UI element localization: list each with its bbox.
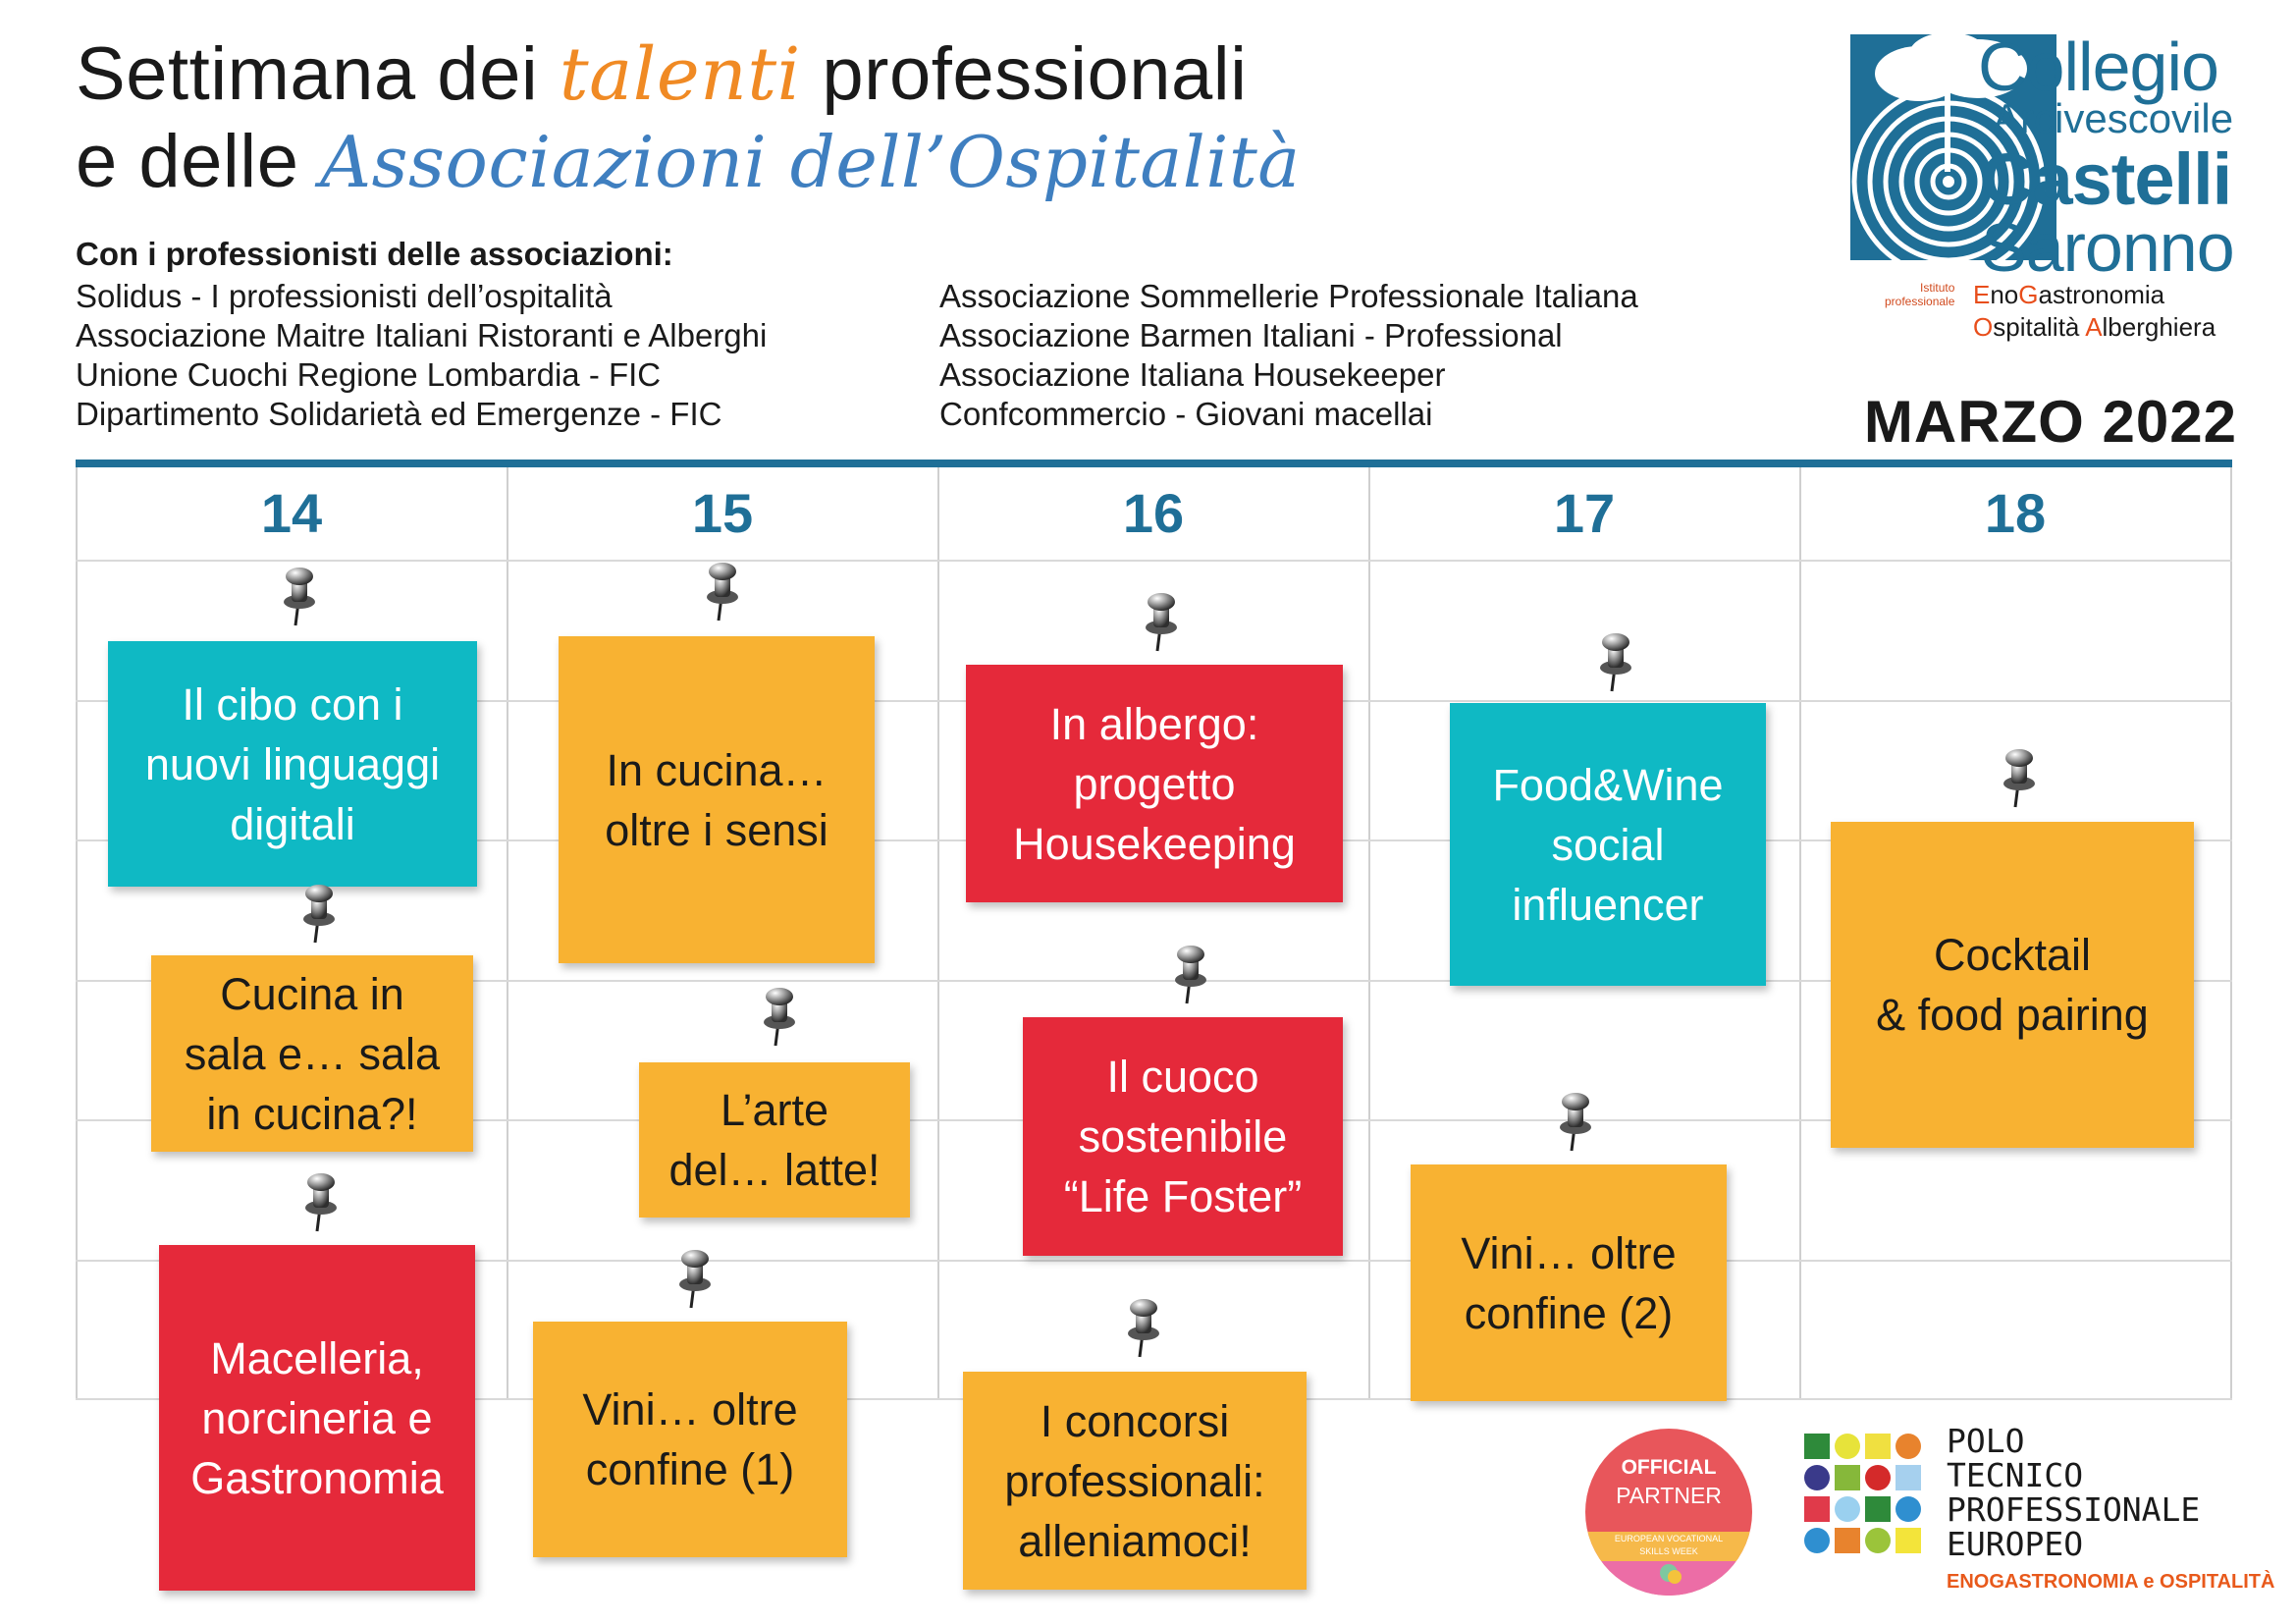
logo-indirizzi: EnoGastronomia Ospitalità Alberghiera [1973, 280, 2216, 342]
associations-right-list [939, 277, 1638, 434]
association-item: Confcommercio - Giovani macellai [939, 396, 1433, 432]
note-cucina-in-sala[interactable]: Cucina in sala e… sala in cucina?! [151, 955, 473, 1152]
polo-square-icon [1865, 1434, 1891, 1459]
polo-circle-icon [1896, 1434, 1921, 1459]
polo-circle-icon [1835, 1496, 1860, 1522]
pushpin-icon [701, 558, 744, 623]
pushpin-icon [1140, 588, 1183, 653]
logo-castelli: Castelli [1981, 138, 2232, 220]
polo-title: POLO TECNICO PROFESSIONALE EUROPEO [1947, 1422, 2201, 1563]
grid-line [76, 560, 2232, 562]
polo-circle-icon [1865, 1465, 1891, 1490]
association-item: Solidus - I professionisti dell’ospitalità [76, 278, 613, 314]
note-concorsi-professionali[interactable]: I concorsi professionali: alleniamoci! [963, 1372, 1307, 1590]
association-item: Dipartimento Solidarietà ed Emergenze - FIC [76, 396, 722, 432]
badge-event: EUROPEAN VOCATIONAL SKILLS WEEK [1614, 1534, 1724, 1556]
title-script-talenti: talenti [559, 32, 801, 117]
polo-square-icon [1896, 1528, 1921, 1553]
polo-square-icon [1804, 1434, 1830, 1459]
polo-subtitle: ENOGASTRONOMIA e OSPITALITÀ [1947, 1571, 2275, 1593]
associations-left-list [76, 277, 767, 434]
day-15: 15 [691, 482, 754, 544]
logo-saronno: Saronno [1981, 209, 2234, 286]
pushpin-icon [1169, 941, 1212, 1005]
polo-circle-icon [1835, 1434, 1860, 1459]
pushpin-icon [299, 1168, 343, 1233]
logo-collegio: Collegio [1978, 28, 2218, 105]
polo-circle-icon [1865, 1528, 1891, 1553]
day-17: 17 [1553, 482, 1616, 544]
polo-square-icon [1835, 1528, 1860, 1553]
pushpin-icon [1554, 1088, 1597, 1153]
note-cucina-oltre-sensi[interactable]: In cucina… oltre i sensi [559, 636, 875, 963]
title-line-1 [76, 32, 1248, 117]
association-item: Associazione Sommellerie Professionale Italiana [939, 278, 1638, 314]
title-text: Settimana dei [76, 32, 539, 116]
association-item: Associazione Maitre Italiani Ristoranti e Alberghi [76, 317, 768, 353]
title-script-associazioni: Associazioni dell’Ospitalità [320, 121, 1301, 203]
month-title: MARZO 2022 [1863, 389, 2237, 455]
pushpin-icon [1122, 1294, 1165, 1359]
associations-heading: Con i professionisti delle associazioni: [76, 236, 673, 272]
note-vini-oltre-confine-1[interactable]: Vini… oltre confine (1) [533, 1322, 847, 1557]
polo-square-icon [1896, 1465, 1921, 1490]
day-14: 14 [260, 482, 323, 544]
calendar-top-rule [76, 460, 2232, 467]
polo-square-icon [1835, 1465, 1860, 1490]
pushpin-icon [1594, 628, 1637, 693]
note-cibo-linguaggi-digitali[interactable]: Il cibo con i nuovi linguaggi digitali [108, 641, 477, 887]
association-item: Associazione Barmen Italiani - Professional [939, 317, 1563, 353]
note-food-wine-influencer[interactable]: Food&Wine social influencer [1450, 703, 1766, 986]
polo-circle-icon [1804, 1528, 1830, 1553]
polo-square-icon [1804, 1496, 1830, 1522]
title-text: e delle [76, 120, 299, 203]
pushpin-icon [758, 983, 801, 1048]
badge-partner: PARTNER [1616, 1483, 1722, 1508]
title-text: professionali [822, 32, 1248, 116]
pushpin-icon [1998, 744, 2041, 809]
official-partner-badge [1585, 1429, 1752, 1596]
note-cuoco-sostenibile[interactable]: Il cuoco sostenibile “Life Foster” [1023, 1017, 1343, 1256]
title-line-2 [76, 120, 1301, 203]
polo-square-icon [1865, 1496, 1891, 1522]
badge-bottom [1585, 1561, 1752, 1596]
logo-istituto: Istituto professionale [1885, 281, 1955, 308]
association-item: Associazione Italiana Housekeeper [939, 356, 1446, 393]
note-arte-latte[interactable]: L’arte del… latte! [639, 1062, 910, 1218]
note-cocktail-food-pairing[interactable]: Cocktail & food pairing [1831, 822, 2194, 1148]
association-item: Unione Cuochi Regione Lombardia - FIC [76, 356, 662, 393]
note-albergo-housekeeping[interactable]: In albergo: progetto Housekeeping [966, 665, 1343, 902]
polo-circle-icon [1804, 1465, 1830, 1490]
note-macelleria[interactable]: Macelleria, norcineria e Gastronomia [159, 1245, 475, 1591]
badge-official: OFFICIAL [1621, 1456, 1717, 1479]
pushpin-icon [278, 563, 321, 627]
day-18: 18 [1984, 482, 2047, 544]
pushpin-icon [673, 1245, 717, 1310]
polo-circle-icon [1896, 1496, 1921, 1522]
day-16: 16 [1122, 482, 1185, 544]
pushpin-icon [297, 880, 341, 945]
note-vini-oltre-confine-2[interactable]: Vini… oltre confine (2) [1411, 1164, 1727, 1401]
logo-arcivescovile: Arcivescovile [1993, 95, 2234, 141]
